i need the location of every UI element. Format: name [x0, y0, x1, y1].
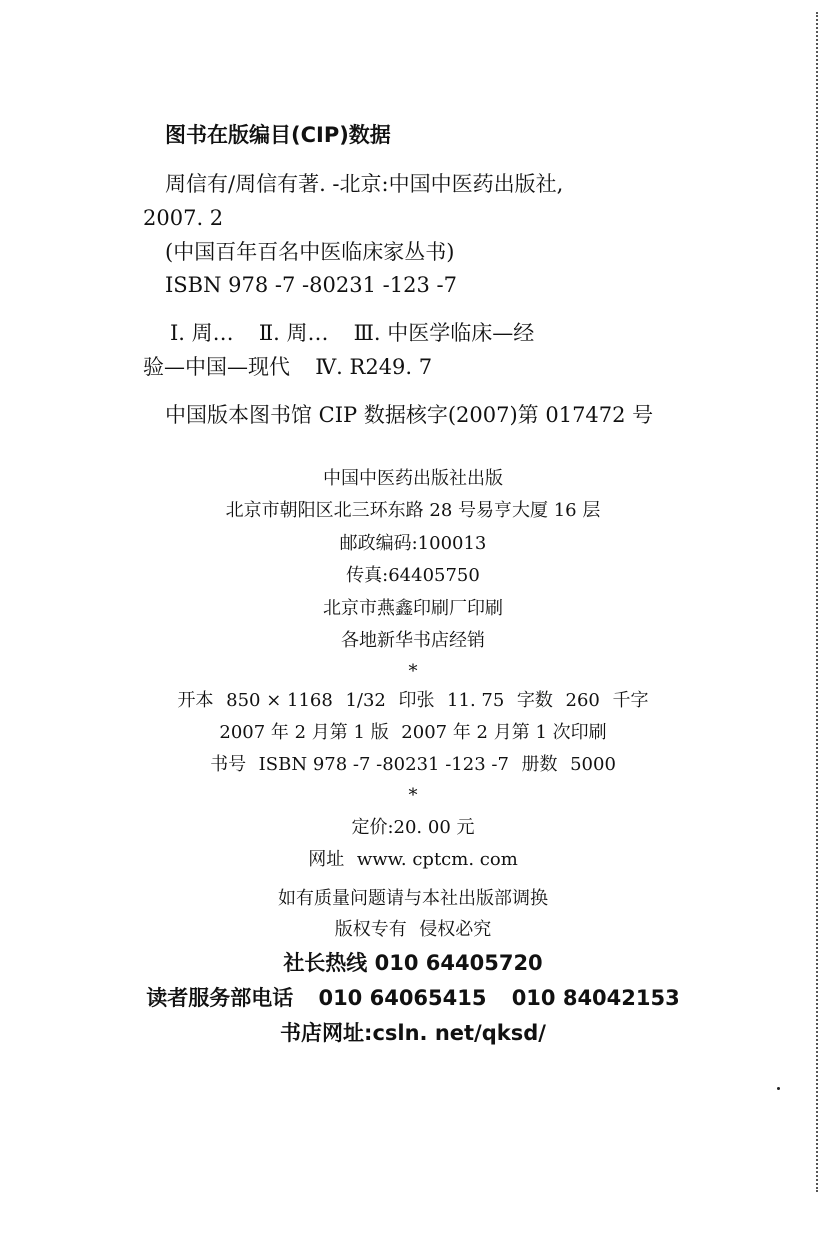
copyright-line	[0, 921, 826, 939]
website-value: www. cptcm. com	[356, 849, 518, 870]
cip-subject-2: Ⅱ. 周…	[258, 321, 329, 345]
edition-line	[0, 724, 826, 742]
cip-isbn: ISBN 978 -7 -80231 -123 -7	[165, 273, 457, 297]
bookstore-url: 书店网址:csln. net/qksd/	[280, 1021, 546, 1045]
reader-service-label: 读者服务部电话	[146, 986, 294, 1010]
cip-subject-line-1	[170, 323, 534, 344]
quality-notice: 如有质量问题请与本社出版部调换	[278, 888, 548, 909]
reader-service-phone-2: 010 84042153	[511, 986, 680, 1010]
book-number-line	[0, 756, 826, 774]
words-value: 260	[565, 690, 600, 711]
format-size: 1/32	[345, 690, 386, 711]
website-line	[0, 851, 826, 869]
cip-line-author: 周信有/周信有著. -北京:中国中医药出版社,	[165, 172, 564, 196]
book-number-label: 书号	[210, 754, 247, 775]
format-value: 850 × 1168	[226, 690, 333, 711]
cip-subject-1: Ⅰ. 周…	[170, 321, 234, 345]
copyright-reserved: 版权专有	[334, 919, 407, 940]
copies-value: 5000	[570, 754, 616, 775]
format-label: 开本	[177, 690, 214, 711]
separator-asterisk-2: *	[408, 785, 418, 806]
format-line	[0, 692, 826, 710]
cip-heading: 图书在版编目(CIP)数据	[165, 123, 391, 147]
sheets-label: 印张	[398, 690, 435, 711]
cip-subject-3: Ⅲ. 中医学临床—经	[353, 321, 535, 345]
edition: 2007 年 2 月第 1 版	[219, 722, 389, 743]
price: 定价:20. 00 元	[351, 817, 475, 838]
cip-line-series: (中国百年百名中医临床家丛书)	[165, 240, 455, 264]
words-unit: 千字	[612, 690, 649, 711]
cip-verification: 中国版本图书馆 CIP 数据核字(2007)第 017472 号	[165, 403, 654, 427]
publisher-address: 北京市朝阳区北三环东路 28 号易亨大厦 16 层	[225, 500, 601, 521]
cip-subject-line-2	[143, 357, 432, 378]
sheets-value: 11. 75	[447, 690, 505, 711]
scan-edge-mark	[816, 12, 826, 1192]
reader-service-phone-1: 010 64065415	[318, 986, 487, 1010]
cip-subject-4: Ⅳ. R249. 7	[315, 355, 433, 379]
printing: 2007 年 2 月第 1 次印刷	[401, 722, 607, 743]
infringement-notice: 侵权必究	[419, 919, 492, 940]
director-hotline: 社长热线 010 64405720	[283, 951, 543, 975]
printer-name: 北京市燕鑫印刷厂印刷	[323, 598, 503, 619]
scan-dot-mark	[777, 1087, 780, 1090]
copies-label: 册数	[521, 754, 558, 775]
reader-service-line	[0, 988, 826, 1009]
cip-line-year: 2007. 2	[143, 206, 224, 230]
publisher-name: 中国中医药出版社出版	[323, 468, 503, 489]
separator-asterisk-1: *	[408, 661, 418, 682]
website-label: 网址	[308, 849, 345, 870]
book-number-value: ISBN 978 -7 -80231 -123 -7	[258, 754, 509, 775]
distributor-name: 各地新华书店经销	[341, 630, 485, 651]
cip-subject-3-cont: 验—中国—现代	[143, 355, 290, 379]
publisher-postcode: 邮政编码:100013	[339, 533, 487, 554]
words-label: 字数	[516, 690, 553, 711]
publisher-fax: 传真:64405750	[346, 565, 480, 586]
